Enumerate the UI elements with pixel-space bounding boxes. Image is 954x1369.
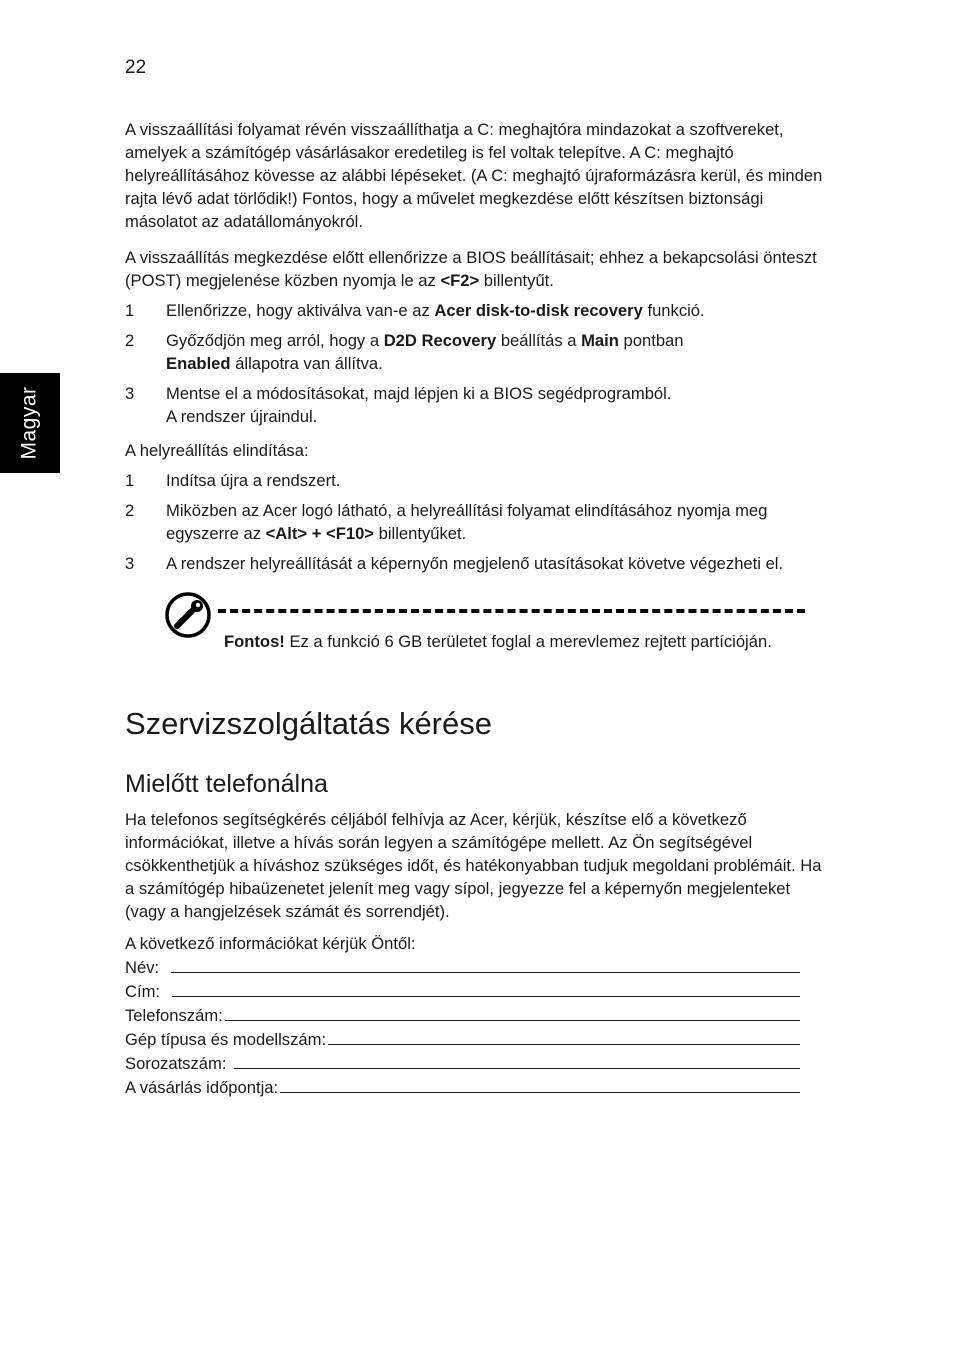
bios-paragraph: A visszaállítás megkezdése előtt ellenőrizze a BIOS beállításait; ehhez a bekapcsolási önteszt (POST) megjelenése közben nyomja le az <F2> billentyűt. — [125, 248, 817, 290]
intro-paragraph: A visszaállítási folyamat révén visszaállíthatja a C: meghajtóra mindazokat a szoftvereket, amelyek a számítógép vásárlásakor eredetileg is fel voltak telepítve. A C: meghajtó helyreállításához kövesse az alábbi lépéseket. (A C: meghajtó újraformázásra kerül, és minden rajta lévő adat törlődik!) Fontos, hogy a művelet megkezdése előtt készítsen biztonsági másolatot az adatállományokról. — [125, 120, 823, 231]
serial-field[interactable] — [234, 1051, 800, 1069]
section-heading: Szervizszolgáltatás kérése — [125, 706, 492, 741]
list-item: 1 Indítsa újra a rendszert. — [125, 471, 341, 490]
model-field[interactable] — [328, 1027, 800, 1045]
language-tab-label: Magyar — [18, 386, 41, 460]
phone-paragraph: Ha telefonos segítségkérés céljából felhívja az Acer, kérjük, készítse elő a következő információkat, illetve a hívás során legyen a számítógépe mellett. Az Ön segítségével csökkenthetjük a híváshoz szükséges időt, és hatékonyabban tudjuk megoldani problémáit. Ha a számítógép hibaüzenetet jelenít meg vagy sípol, jegyezze fel a képernyőn megjelenteket (vagy a hangjelzések számát és sorrendjét). — [125, 810, 822, 921]
form-row-serial: Sorozatszám: — [125, 1051, 800, 1075]
name-field[interactable] — [171, 955, 800, 973]
phone-field[interactable] — [225, 1003, 800, 1021]
list-item: 3 Mentse el a módosításokat, majd lépjen ki a BIOS segédprogramból. A rendszer újraindul. — [125, 384, 672, 426]
purchase-date-field[interactable] — [280, 1075, 800, 1093]
list-item: 1 Ellenőrizze, hogy aktiválva van-e az Acer disk-to-disk recovery funkció. — [125, 301, 705, 320]
important-note — [125, 589, 825, 679]
bios-steps-list — [125, 299, 825, 428]
note-text: Fontos! Ez a funkció 6 GB területet foglal a merevlemez rejtett partícióján. — [224, 632, 772, 651]
address-field[interactable] — [172, 979, 800, 997]
list-item: 2 Győződjön meg arról, hogy a D2D Recovery beállítás a Main pontban Enabled állapotra van állítva. — [125, 331, 684, 373]
form-row-phone: Telefonszám: — [125, 1003, 800, 1027]
list-item: 2 Miközben az Acer logó látható, a helyreállítási folyamat elindításához nyomja meg egyszerre az <Alt> + <F10> billentyűket. — [125, 501, 768, 543]
note-pencil-icon — [165, 592, 211, 638]
form-row-address: Cím: — [125, 979, 800, 1003]
form-row-purchase-date: A vásárlás időpontja: — [125, 1075, 800, 1099]
recovery-steps-list — [125, 469, 825, 575]
page-number: 22 — [125, 57, 147, 78]
subsection-heading: Mielőtt telefonálna — [125, 770, 328, 798]
f2-key: <F2> — [440, 271, 480, 290]
form-row-name: Név: — [125, 955, 800, 979]
page-content — [125, 118, 825, 1099]
language-side-tab — [0, 373, 60, 473]
form-row-model: Gép típusa és modellszám: — [125, 1027, 800, 1051]
note-divider — [218, 609, 805, 613]
form-intro: A következő információkat kérjük Öntől: — [125, 934, 416, 953]
list-item: 3 A rendszer helyreállítását a képernyőn megjelenő utasításokat követve végezheti el. — [125, 554, 784, 573]
recovery-start-label: A helyreállítás elindítása: — [125, 441, 309, 460]
